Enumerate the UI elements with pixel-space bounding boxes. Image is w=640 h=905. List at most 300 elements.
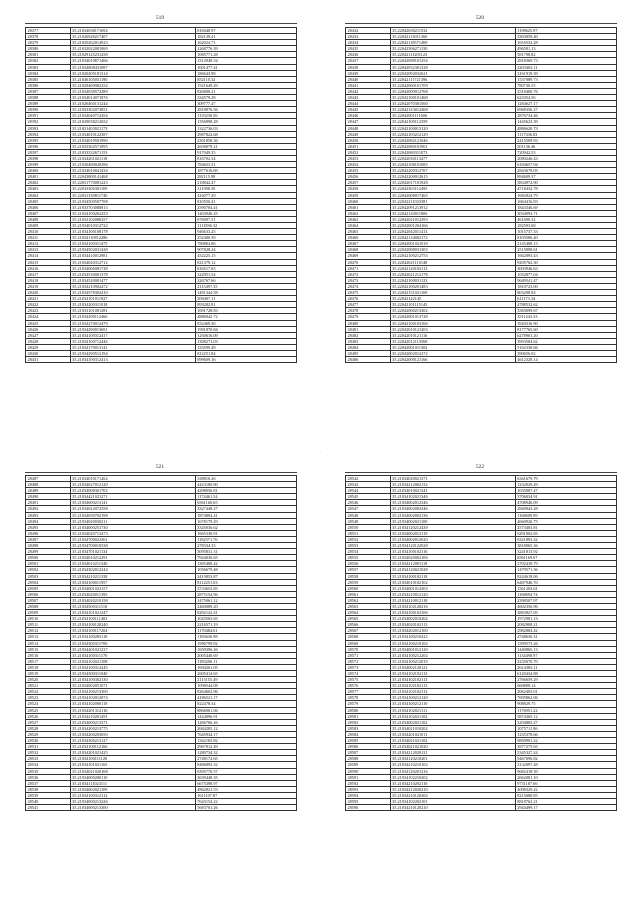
- value-cell: 218842.47: [195, 180, 296, 186]
- value-cell: 2605414.65: [195, 671, 296, 677]
- row-id-cell: 28544: [346, 488, 391, 494]
- value-cell: 452225.15: [195, 253, 296, 259]
- coordinate-cell: 35.21020205181314: [70, 70, 195, 76]
- coordinate-cell: 35.21034290512194: [70, 350, 195, 356]
- coordinate-cell: 35.22042001013728: [390, 314, 515, 320]
- value-cell: 2967812.49: [195, 744, 296, 750]
- value-cell: 2203403.11: [515, 64, 616, 70]
- value-cell: 1662093.43: [515, 253, 616, 259]
- row-id-cell: 28415: [26, 259, 71, 265]
- coordinate-cell: 35.22042101115145: [390, 302, 515, 308]
- coordinate-cell: 35.21034102021346: [390, 494, 515, 500]
- value-cell: 9649541.47: [515, 277, 616, 283]
- row-id-cell: 28453: [346, 155, 391, 161]
- data-table: [25, 27, 297, 363]
- coordinate-cell: 35.21034520081477: [70, 277, 195, 283]
- coordinate-cell: 35.21034100210102: [390, 640, 515, 646]
- value-cell: 2658079.21: [195, 143, 296, 149]
- coordinate-cell: 35.22042118571469: [390, 40, 515, 46]
- row-id-cell: 28474: [346, 283, 391, 289]
- coordinate-cell: 35.21034578302410: [70, 290, 195, 296]
- row-id-cell: 28564: [346, 610, 391, 616]
- value-cell: 1135230.56: [195, 113, 296, 119]
- value-cell: 8486893.32: [195, 762, 296, 768]
- value-cell: 1182571.76: [195, 536, 296, 542]
- row-id-cell: 28513: [26, 634, 71, 640]
- value-cell: 2398507.97: [515, 597, 616, 603]
- value-cell: 1810723.00: [515, 283, 616, 289]
- coordinate-cell: 35.22031770081223: [70, 180, 195, 186]
- coordinate-cell: 35.21034101021247: [70, 610, 195, 616]
- value-cell: 3511243.33: [515, 314, 616, 320]
- coordinate-cell: 35.21034021020168: [70, 768, 195, 774]
- row-id-cell: 28595: [346, 798, 391, 804]
- coordinate-cell: 35.22042032301328: [390, 64, 515, 70]
- row-id-cell: 28380: [26, 46, 71, 52]
- value-cell: 2460089.20: [195, 603, 296, 609]
- coordinate-cell: 35.21034170013141: [70, 344, 195, 350]
- row-id-cell: 28482: [346, 332, 391, 338]
- value-cell: 6561169.67: [515, 555, 616, 561]
- value-cell: 2944499.17: [515, 805, 616, 811]
- value-cell: 1322736.03: [195, 125, 296, 131]
- coordinate-cell: 35.21034210902472: [70, 283, 195, 289]
- value-cell: 2590704.41: [195, 204, 296, 210]
- row-id-cell: 28457: [346, 180, 391, 186]
- coordinate-cell: 35.21034100102106: [390, 610, 515, 616]
- row-id-cell: 28538: [26, 786, 71, 792]
- value-cell: 3095831.31: [195, 549, 296, 555]
- row-id-cell: 28377: [26, 28, 71, 34]
- value-cell: 852110.32: [195, 76, 296, 82]
- row-id-cell: 28431: [26, 357, 71, 363]
- coordinate-cell: 35.21034020002106: [390, 555, 515, 561]
- coordinate-cell: 35.22042120011806: [390, 210, 515, 216]
- coordinate-cell: 35.22042080311073: [390, 149, 515, 155]
- row-id-cell: 28534: [26, 762, 71, 768]
- value-cell: 1117336.83: [515, 131, 616, 137]
- value-cell: 1996799.82: [195, 640, 296, 646]
- value-cell: 803298.94: [515, 290, 616, 296]
- value-cell: 1424096.91: [195, 713, 296, 719]
- coordinate-cell: 35.21034290013691: [70, 326, 195, 332]
- value-cell: 133599.49: [195, 344, 296, 350]
- value-cell: 4862821.53: [195, 786, 296, 792]
- row-id-cell: 28542: [346, 476, 391, 482]
- value-cell: 5683701.26: [195, 805, 296, 811]
- coordinate-cell: 35.21034008431087: [70, 64, 195, 70]
- row-id-cell: 28383: [26, 64, 71, 70]
- coordinate-cell: 35.22042100112359: [390, 119, 515, 125]
- value-cell: 2415509.93: [515, 137, 616, 143]
- value-cell: 1991870.84: [195, 326, 296, 332]
- value-cell: 2115497.35: [195, 283, 296, 289]
- coordinate-cell: 35.21034212001118: [390, 561, 515, 567]
- row-id-cell: 28466: [346, 235, 391, 241]
- coordinate-cell: 35.21034001012120: [390, 646, 515, 652]
- value-cell: 1168609.99: [515, 512, 616, 518]
- coordinate-cell: 35.21034027012120: [70, 482, 195, 488]
- coordinate-cell: 35.21034700010338: [70, 543, 195, 549]
- coordinate-cell: 35.21034500507708: [70, 198, 195, 204]
- row-id-cell: 28437: [346, 58, 391, 64]
- value-cell: 1475061.12: [195, 597, 296, 603]
- row-id-cell: 28478: [346, 308, 391, 314]
- row-id-cell: 28449: [346, 131, 391, 137]
- value-cell: 2216571.19: [195, 622, 296, 628]
- row-id-cell: 28528: [26, 725, 71, 731]
- row-id-cell: 28518: [26, 664, 71, 670]
- row-id-cell: 28550: [346, 524, 391, 530]
- row-id-cell: 28577: [346, 689, 391, 695]
- value-cell: 326767.66: [195, 277, 296, 283]
- coordinate-cell: 35.21034100213300: [70, 689, 195, 695]
- row-id-cell: 28535: [26, 768, 71, 774]
- value-cell: 1232029.29: [515, 482, 616, 488]
- value-cell: 5874365.12: [515, 713, 616, 719]
- value-cell: 3993584.62: [515, 338, 616, 344]
- coordinate-cell: 35.21034502031428: [70, 247, 195, 253]
- coordinate-cell: 35.22042001011302: [390, 344, 515, 350]
- value-cell: 338810.26: [195, 476, 296, 482]
- row-id-cell: 28403: [26, 186, 71, 192]
- row-id-cell: 28405: [26, 198, 71, 204]
- coordinate-cell: 35.21034020030211: [70, 518, 195, 524]
- value-cell: 7645934.17: [195, 731, 296, 737]
- page-header-rule: [25, 23, 297, 24]
- coordinate-cell: 35.21034120210201: [390, 756, 515, 762]
- coordinate-cell: 35.21034002051071: [70, 683, 195, 689]
- coordinate-cell: 35.21034020312712: [70, 259, 195, 265]
- row-id-cell: 28435: [346, 46, 391, 52]
- coordinate-cell: 35.22042000121166: [390, 357, 515, 363]
- value-cell: 2115155.49: [195, 677, 296, 683]
- coordinate-cell: 35.21034110812286: [70, 235, 195, 241]
- row-id-cell: 28490: [26, 494, 71, 500]
- value-cell: 3883827.05: [515, 610, 616, 616]
- value-cell: 3161919.39: [515, 70, 616, 76]
- table-row: [346, 805, 617, 811]
- value-cell: 1440865.13: [515, 646, 616, 652]
- coordinate-cell: 35.22042001204166: [390, 223, 515, 229]
- row-id-cell: 28571: [346, 652, 391, 658]
- row-id-cell: 28541: [26, 805, 71, 811]
- value-cell: 3003946.63: [515, 265, 616, 271]
- row-id-cell: 28515: [26, 646, 71, 652]
- value-cell: 1678179.29: [195, 518, 296, 524]
- row-id-cell: 28552: [346, 536, 391, 542]
- row-id-cell: 28389: [26, 101, 71, 107]
- value-cell: 2082908.21: [515, 622, 616, 628]
- coordinate-cell: 35.21033332671153: [70, 149, 195, 155]
- value-cell: 826808.21: [195, 88, 296, 94]
- data-table: [345, 475, 617, 811]
- coordinate-cell: 35.22042211023381: [390, 198, 515, 204]
- row-id-cell: 28578: [346, 695, 391, 701]
- row-id-cell: 28540: [26, 798, 71, 804]
- value-cell: 1235378.66: [515, 731, 616, 737]
- coordinate-cell: 35.21034100210222: [390, 634, 515, 640]
- row-id-cell: 28581: [346, 713, 391, 719]
- row-id-cell: 28450: [346, 137, 391, 143]
- row-id-cell: 28500: [26, 555, 71, 561]
- value-cell: 311998.50: [195, 186, 296, 192]
- coordinate-cell: 35.22042008017465: [390, 192, 515, 198]
- row-id-cell: 28593: [346, 786, 391, 792]
- coordinate-cell: 35.22042010121116: [390, 332, 515, 338]
- row-id-cell: 28381: [26, 52, 71, 58]
- row-id-cell: 28454: [346, 162, 391, 168]
- coordinate-cell: 35.21034120201216: [390, 768, 515, 774]
- row-id-cell: 28532: [26, 750, 71, 756]
- row-id-cell: 28585: [346, 738, 391, 744]
- coordinate-cell: 35.21032022081069: [70, 46, 195, 52]
- coordinate-cell: 35.21034300311040: [70, 671, 195, 677]
- coordinate-cell: 35.21033703080813: [70, 204, 195, 210]
- coordinate-cell: 35.21034002021102: [390, 719, 515, 725]
- row-id-cell: 28537: [26, 780, 71, 786]
- coordinate-cell: 35.21034200213775: [70, 725, 195, 731]
- coordinate-cell: 35.22042001111606: [390, 113, 515, 119]
- row-id-cell: 28479: [346, 314, 391, 320]
- coordinate-cell: 35.21034010871466: [70, 58, 195, 64]
- row-id-cell: 28551: [346, 530, 391, 536]
- coordinate-cell: 35.21034102021111: [390, 707, 515, 713]
- row-id-cell: 28497: [26, 536, 71, 542]
- value-cell: 780730.55: [515, 82, 616, 88]
- coordinate-cell: 35.22042070301560: [390, 101, 515, 107]
- value-cell: 1268776.39: [195, 46, 296, 52]
- row-id-cell: 28527: [26, 719, 71, 725]
- value-cell: 6184657.94: [515, 162, 616, 168]
- coordinate-cell: 35.21030480020296: [70, 162, 195, 168]
- value-cell: 6120434.88: [515, 671, 616, 677]
- coordinate-cell: 35.21034212020210: [390, 786, 515, 792]
- value-cell: 908829.75: [515, 701, 616, 707]
- value-cell: 3920316.90: [515, 320, 616, 326]
- coordinate-cell: 35.21034102102113: [390, 671, 515, 677]
- coordinate-cell: 35.21034010102102: [390, 579, 515, 585]
- value-cell: 2145408.13: [515, 241, 616, 247]
- value-cell: 182139.41: [195, 34, 296, 40]
- coordinate-cell: 35.22042030113477: [390, 155, 515, 161]
- coordinate-cell: 35.21034201021118: [70, 155, 195, 161]
- value-cell: 720942.53: [515, 149, 616, 155]
- coordinate-cell: 35.22042113011360: [390, 34, 515, 40]
- coordinate-cell: 35.21034010212291: [70, 555, 195, 561]
- coordinate-cell: 35.22042200012615: [390, 174, 515, 180]
- row-id-cell: 28562: [346, 597, 391, 603]
- row-id-cell: 28543: [346, 482, 391, 488]
- row-id-cell: 28589: [346, 762, 391, 768]
- row-id-cell: 28545: [346, 494, 391, 500]
- row-id-cell: 28522: [26, 689, 71, 695]
- row-id-cell: 28511: [26, 622, 71, 628]
- row-id-cell: 28496: [26, 530, 71, 536]
- value-cell: 917049.35: [195, 149, 296, 155]
- value-cell: 162024.71: [195, 40, 296, 46]
- coordinate-cell: 35.21034038171692: [70, 28, 195, 34]
- row-id-cell: 28471: [346, 265, 391, 271]
- value-cell: 3977275.65: [515, 744, 616, 750]
- value-cell: 4098329.42: [515, 786, 616, 792]
- row-id-cell: 28584: [346, 731, 391, 737]
- coordinate-cell: 35.21034100312413: [70, 357, 195, 363]
- coordinate-cell: 35.22042100101468: [390, 95, 515, 101]
- coordinate-cell: 35.21034100102118: [390, 573, 515, 579]
- value-cell: 2419853.87: [195, 573, 296, 579]
- value-cell: 2132097.48: [515, 762, 616, 768]
- coordinate-cell: 35.21034500311118: [70, 603, 195, 609]
- row-id-cell: 28417: [26, 271, 71, 277]
- value-cell: 282115.98: [195, 174, 296, 180]
- value-cell: 1342165.82: [195, 738, 296, 744]
- row-id-cell: 28390: [26, 107, 71, 113]
- row-id-cell: 28461: [346, 204, 391, 210]
- row-id-cell: 28546: [346, 500, 391, 506]
- coordinate-cell: 35.22042042011413: [390, 229, 515, 235]
- value-cell: 6278901.20: [515, 332, 616, 338]
- coordinate-cell: 35.21034530001378: [70, 271, 195, 277]
- row-id-cell: 28590: [346, 768, 391, 774]
- value-cell: 322951.54: [195, 271, 296, 277]
- row-id-cell: 28531: [26, 744, 71, 750]
- coordinate-cell: 35.21026460131244: [70, 101, 195, 107]
- coordinate-cell: 35.21034102102113: [390, 683, 515, 689]
- coordinate-cell: 35.22042108101085: [390, 162, 515, 168]
- row-id-cell: 28514: [26, 640, 71, 646]
- row-id-cell: 28488: [26, 482, 71, 488]
- row-id-cell: 28384: [26, 70, 71, 76]
- coordinate-cell: 35.21034102202101: [390, 798, 515, 804]
- row-id-cell: 28549: [346, 518, 391, 524]
- value-cell: 2748636.31: [515, 634, 616, 640]
- value-cell: 252400.50: [195, 235, 296, 241]
- row-id-cell: 28465: [346, 229, 391, 235]
- coordinate-cell: 35.22042151021169: [390, 290, 515, 296]
- coordinate-cell: 35.21034008301702: [70, 488, 195, 494]
- value-cell: 8103586.40: [515, 235, 616, 241]
- page-number: 519: [155, 15, 165, 21]
- row-id-cell: 28416: [26, 265, 71, 271]
- coordinate-cell: 35.21034002021109: [70, 786, 195, 792]
- row-id-cell: 28419: [26, 283, 71, 289]
- value-cell: 6561160.65: [195, 500, 296, 506]
- value-cell: 1280734.32: [195, 750, 296, 756]
- coordinate-cell: 35.21034002002346: [390, 506, 515, 512]
- row-id-cell: 28425: [26, 320, 71, 326]
- page-number: 521: [155, 464, 165, 470]
- coordinate-cell: 35.21034701021134: [70, 549, 195, 555]
- value-cell: 8292122.41: [195, 610, 296, 616]
- row-id-cell: 28507: [26, 597, 71, 603]
- coordinate-cell: 35.21034102102113: [390, 689, 515, 695]
- value-cell: 1308271.03: [195, 338, 296, 344]
- value-cell: 2518406.76: [515, 88, 616, 94]
- row-id-cell: 28510: [26, 616, 71, 622]
- value-cell: 6395776.57: [195, 768, 296, 774]
- row-id-cell: 28565: [346, 616, 391, 622]
- value-cell: 784653.31: [195, 162, 296, 168]
- coordinate-cell: 35.22042001021018: [390, 241, 515, 247]
- row-id-cell: 28398: [26, 155, 71, 161]
- page-521: [0, 453, 320, 905]
- coordinate-cell: 35.22042021012293: [390, 216, 515, 222]
- row-id-cell: 28410: [26, 229, 71, 235]
- row-id-cell: 28477: [346, 302, 391, 308]
- row-id-cell: 28472: [346, 271, 391, 277]
- value-cell: 2987822.68: [195, 131, 296, 137]
- coordinate-cell: 35.21034001023157: [70, 585, 195, 591]
- coordinate-cell: 35.22042303112495: [390, 186, 515, 192]
- value-cell: 1479571.36: [515, 567, 616, 573]
- coordinate-cell: 35.22042092032621: [390, 70, 515, 76]
- row-id-cell: 28567: [346, 628, 391, 634]
- row-id-cell: 28439: [346, 70, 391, 76]
- coordinate-cell: 35.22042082121046: [390, 137, 515, 143]
- coordinate-cell: 35.21034100312245: [70, 664, 195, 670]
- coordinate-cell: 35.21034100102116: [390, 549, 515, 555]
- row-id-cell: 28486: [346, 357, 391, 363]
- coordinate-cell: 35.22042100201483: [390, 283, 515, 289]
- coordinate-cell: 35.21034300213127: [70, 738, 195, 744]
- row-id-cell: 28452: [346, 149, 391, 155]
- row-id-cell: 28509: [26, 610, 71, 616]
- coordinate-cell: 35.21034010312722: [70, 223, 195, 229]
- row-id-cell: 28387: [26, 88, 71, 94]
- row-id-cell: 28594: [346, 792, 391, 798]
- row-id-cell: 28525: [26, 707, 71, 713]
- coordinate-cell: 35.21034210211338: [70, 573, 195, 579]
- coordinate-cell: 35.21034100262253: [70, 210, 195, 216]
- coordinate-cell: 35.21034040712454: [70, 113, 195, 119]
- value-cell: 416077.29: [195, 192, 296, 198]
- page-520: [320, 0, 640, 452]
- row-id-cell: 28404: [26, 192, 71, 198]
- value-cell: 3303859.40: [515, 34, 616, 40]
- value-cell: 7643154.22: [195, 798, 296, 804]
- page-number: 522: [475, 464, 485, 470]
- row-id-cell: 28402: [26, 180, 71, 186]
- row-id-cell: 28596: [346, 805, 391, 811]
- value-cell: 4423180.80: [195, 482, 296, 488]
- data-table: [25, 475, 297, 811]
- value-cell: 2005440.69: [195, 652, 296, 658]
- value-cell: 1537089.73: [515, 76, 616, 82]
- value-cell: 3241813.92: [515, 549, 616, 555]
- row-id-cell: 28558: [346, 573, 391, 579]
- coordinate-cell: 35.21034200203050: [70, 731, 195, 737]
- coordinate-cell: 35.21034120212439: [390, 524, 515, 530]
- page-header-rule: [25, 472, 297, 473]
- value-cell: 1561203.61: [515, 585, 616, 591]
- row-id-cell: 28440: [346, 76, 391, 82]
- coordinate-cell: 35.21034102000118: [70, 701, 195, 707]
- row-id-cell: 28573: [346, 664, 391, 670]
- value-cell: 946633.25: [195, 229, 296, 235]
- value-cell: 1250616.09: [195, 332, 296, 338]
- coordinate-cell: 35.22042038211532: [390, 28, 515, 34]
- value-cell: 1665338.91: [195, 530, 296, 536]
- value-cell: 1085771.28: [195, 52, 296, 58]
- row-id-cell: 28455: [346, 168, 391, 174]
- value-cell: 3706034.91: [515, 494, 616, 500]
- value-cell: 1521649.29: [195, 82, 296, 88]
- row-id-cell: 28503: [26, 573, 71, 579]
- coordinate-cell: 35.22042010121203: [390, 326, 515, 332]
- coordinate-cell: 35.21034212002132: [390, 482, 515, 488]
- value-cell: 2875154.96: [195, 591, 296, 597]
